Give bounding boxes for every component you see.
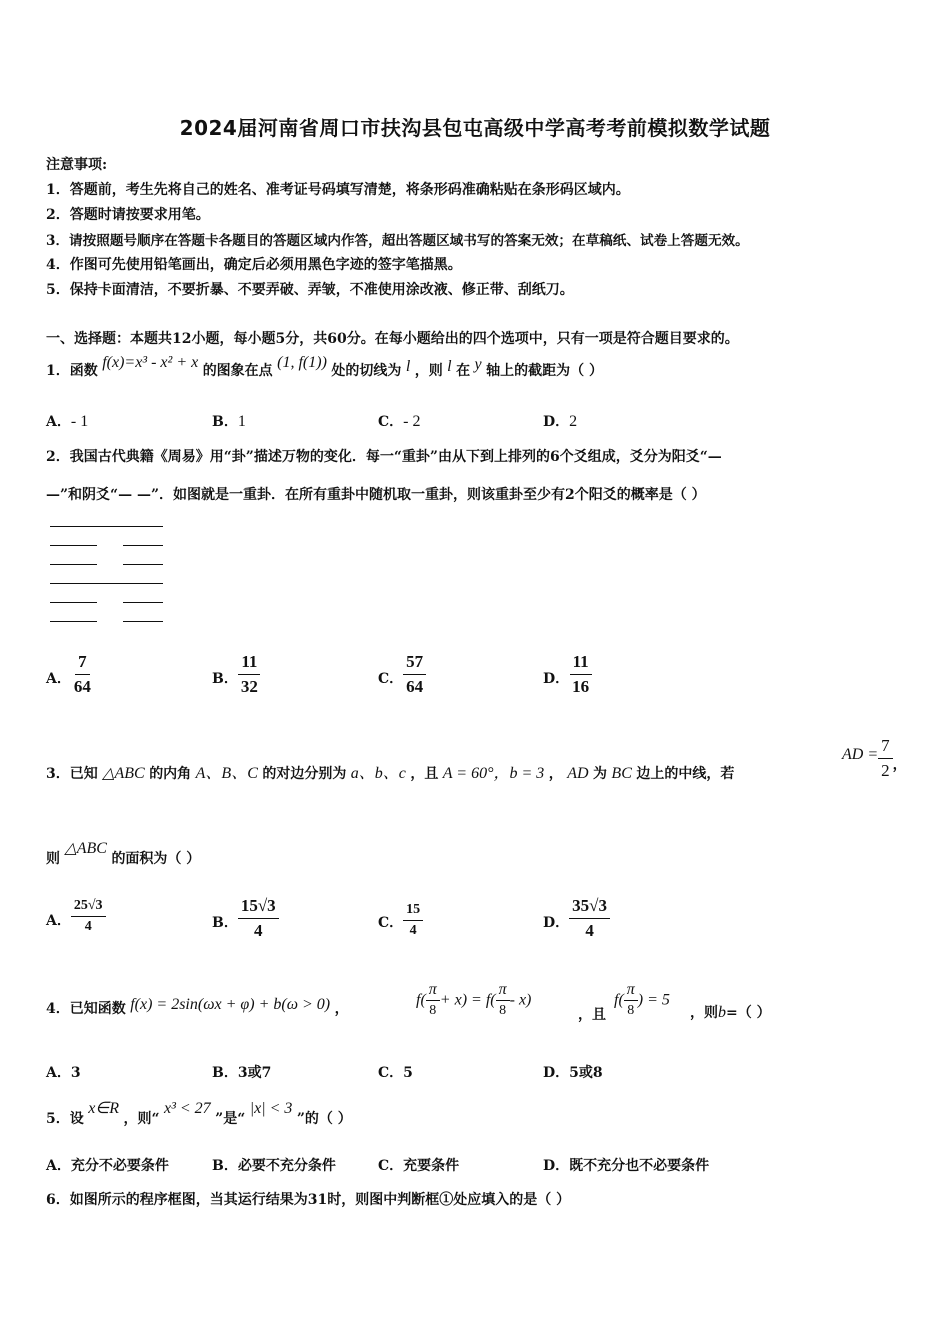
q1-text: 轴上的截距为（ ） [486, 363, 603, 379]
q5-option-d[interactable]: D．既不充分也不必要条件 [543, 1158, 710, 1174]
q3-option-d[interactable]: D． $\frac{35√3}{4}$ [543, 896, 610, 941]
q3-text: 的内角 [149, 766, 192, 782]
q5-option-b[interactable]: B．必要不充分条件 [212, 1158, 336, 1174]
q4-option-d[interactable]: D．5或8 [543, 1065, 603, 1081]
q3-text: 的对边分别为 [262, 766, 347, 782]
q1-point: (1, f(1)) [277, 354, 327, 371]
yang-line [50, 583, 163, 584]
question-1 [46, 354, 603, 380]
question-6: 6．如图所示的程序框图，当其运行结果为31时，则图中判断框①处应填入的是（ ） [46, 1192, 571, 1208]
question-3 [46, 760, 734, 783]
yin-line-right [123, 564, 163, 565]
q3-option-a[interactable]: A． $\frac{25√3}{4}$ [46, 898, 106, 935]
q3-option-c[interactable]: C． $\frac{15}{4}$ [378, 902, 423, 939]
yin-line-left [50, 621, 97, 622]
q4-text: ， [334, 1001, 349, 1017]
q1-function: f(x)=x³ - x² + x [102, 354, 199, 371]
q3-text: ， [548, 766, 563, 782]
q1-axis-y: y [474, 356, 482, 373]
q2-option-b[interactable]: B． $\frac{11}{32}$ [212, 652, 261, 697]
yin-line-left [50, 602, 97, 603]
q5-option-c[interactable]: C．充要条件 [378, 1158, 460, 1174]
q3-sides: a、b、c [350, 765, 406, 782]
q4-text: ，且 [578, 1007, 606, 1023]
q3-triangle: △ABC [102, 765, 145, 782]
notice-item: 3．请按照题号顺序在答题卡各题目的答题区域内作答，超出答题区域书写的答案无效；在草稿纸、试卷上答题无效。 [46, 233, 749, 249]
yang-line [50, 526, 163, 527]
q1-option-c[interactable]: C．- 2 [378, 413, 421, 430]
q3-ad-equation: AD = $\frac{7}{2}$ ， [842, 736, 907, 780]
q2-option-a[interactable]: A． $\frac{7}{64}$ [46, 652, 91, 696]
q1-text: 1．函数 [46, 363, 98, 379]
q3-text: ，且 [410, 766, 439, 782]
q1-option-a[interactable]: A．- 1 [46, 413, 89, 430]
q3-text-line2: 则 △ABC 的面积为（ ） [46, 840, 201, 867]
yin-line-right [123, 545, 163, 546]
notice-item: 4．作图可先使用铅笔画出，确定后必须用黑色字迹的签字笔描黑。 [46, 257, 462, 273]
q3-ad: AD [567, 765, 589, 782]
notice-item: 2．答题时请按要求用笔。 [46, 207, 210, 223]
yin-line-right [123, 621, 163, 622]
notice-heading: 注意事项: [46, 157, 108, 173]
q5-option-a[interactable]: A．充分不必要条件 [46, 1158, 169, 1174]
q3-text: 3．已知 [46, 766, 98, 782]
yin-line-left [50, 545, 97, 546]
q1-option-b[interactable]: B．1 [212, 413, 246, 430]
question-5: 5．设 x∈R ，则“ x³ < 27 ”是“ |x| < 3 ”的（ ） [46, 1100, 352, 1127]
question-4 [46, 998, 349, 1018]
q4-symmetry-equation: f( $\frac{\pi}{8}$ + x) = f( $\frac{\pi}{8}$ - x) [416, 981, 532, 1018]
section-heading: 一、选择题：本题共12小题，每小题5分，共60分。在每小题给出的四个选项中，只有一项是符合题目要求的。 [46, 331, 739, 347]
page-title: 2024届河南省周口市扶沟县包屯高级中学高考考前模拟数学试题 [179, 116, 771, 140]
q3-condition: A = 60°，b = 3 [442, 765, 545, 782]
q3-angles: A、B、C [195, 765, 258, 782]
q1-text: ，则 [414, 363, 443, 379]
yin-line-right [123, 602, 163, 603]
q3-text: 为 [592, 766, 607, 782]
q3-text: 边上的中线，若 [636, 766, 735, 782]
q1-text: 的图象在点 [202, 363, 273, 379]
notice-item: 5．保持卡面清洁，不要折暴、不要弄破、弄皱，不准使用涂改液、修正带、刮纸刀。 [46, 282, 574, 298]
q4-option-a[interactable]: A．3 [46, 1065, 81, 1081]
q1-line-l: l [447, 358, 452, 375]
notice-item: 1．答题前，考生先将自己的姓名、准考证号码填写清楚，将条形码准确粘贴在条形码区域内。 [46, 182, 630, 198]
yin-line-left [50, 564, 97, 565]
hexagram-figure [50, 520, 166, 630]
q1-option-d[interactable]: D．2 [543, 413, 578, 430]
q2-text-line1: 2．我国古代典籍《周易》用“卦”描述万物的变化．每一“重卦”由从下到上排列的6个爻组成，爻分为阳爻“— [46, 449, 722, 465]
q3-option-b[interactable]: B． $\frac{15√3}{4}$ [212, 896, 279, 941]
q2-option-d[interactable]: D． $\frac{11}{16}$ [543, 652, 592, 697]
q3-bc: BC [611, 765, 632, 782]
q1-line-l: l [405, 358, 411, 375]
q2-option-c[interactable]: C． $\frac{57}{64}$ [378, 652, 426, 697]
q4-tail: ，则b=（ ） [690, 1004, 771, 1021]
q4-text: 4．已知函数 [46, 1001, 126, 1017]
q2-text-line2: —”和阴爻“— —”．如图就是一重卦．在所有重卦中随机取一重卦，则该重卦至少有2个阳爻的概率是（ ） [46, 487, 706, 503]
q4-function: f(x) = 2sin(ωx + φ) + b(ω > 0) [130, 996, 331, 1013]
q4-value-equation: f( $\frac{\pi}{8}$ ) = 5 [614, 981, 670, 1018]
q1-text: 处的切线为 [331, 363, 402, 379]
q1-text: 在 [456, 363, 471, 379]
q4-option-b[interactable]: B．3或7 [212, 1065, 272, 1081]
q4-option-c[interactable]: C．5 [378, 1065, 413, 1081]
